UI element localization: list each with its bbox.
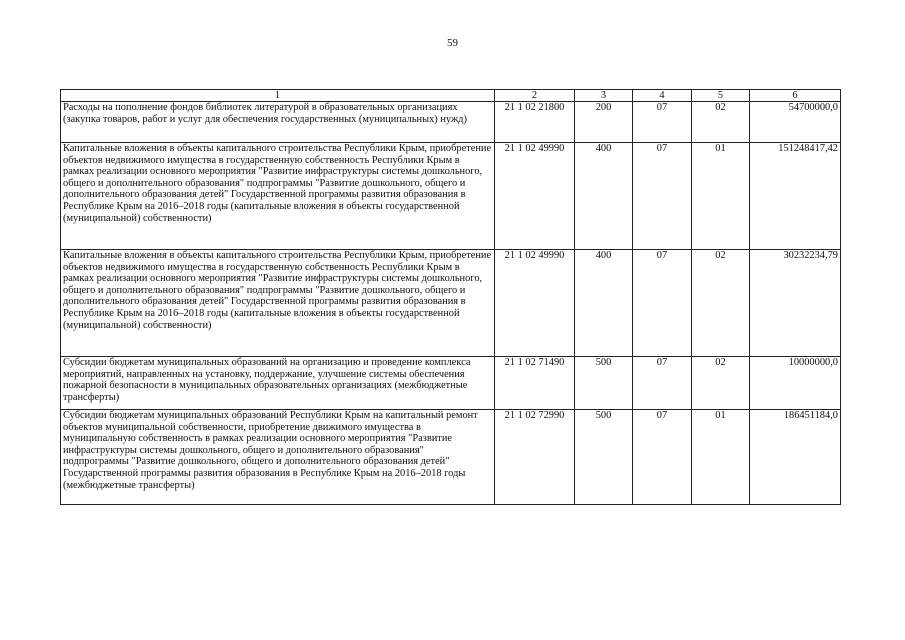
- target-code: 21 1 02 72990: [495, 410, 575, 505]
- section-code: 07: [633, 102, 692, 143]
- column-header: 5: [692, 90, 750, 102]
- target-code: 21 1 02 21800: [495, 102, 575, 143]
- expense-name: Субсидии бюджетам муниципальных образований на организацию и проведение комплекса мероприятий, направленных на установку, поддержание, улучшение системы обеспечения пожарной безопасности в муниципальных образовательных организациях (межбюджетные трансферты): [61, 357, 495, 410]
- column-header: 2: [495, 90, 575, 102]
- target-code: 21 1 02 71490: [495, 357, 575, 410]
- section-code: 07: [633, 357, 692, 410]
- column-header: 6: [750, 90, 841, 102]
- expense-type: 500: [575, 410, 633, 505]
- amount: 186451184,0: [750, 410, 841, 505]
- column-header: 1: [61, 90, 495, 102]
- expense-type: 400: [575, 143, 633, 250]
- table-row: [61, 357, 841, 410]
- expense-name: Капитальные вложения в объекты капитального строительства Республики Крым, приобретение объектов недвижимого имущества в государственную собственность Республики Крым в рамках реализации основного мероприятия "Развитие инфраструктуры системы дошкольного, общего и дополнительного образования" подпрограммы "Развитие дошкольного, общего и дополнительного образования детей" Государственной программы развития образования в Республике Крым на 2016–2018 годы (капитальные вложения в объекты государственной (муниципальной) собственности): [61, 143, 495, 250]
- table-row: [61, 250, 841, 357]
- subsection-code: 02: [692, 250, 750, 357]
- column-header: 3: [575, 90, 633, 102]
- expense-type: 400: [575, 250, 633, 357]
- expense-type: 200: [575, 102, 633, 143]
- column-header: 4: [633, 90, 692, 102]
- amount: 30232234,79: [750, 250, 841, 357]
- subsection-code: 01: [692, 143, 750, 250]
- table-row: [61, 102, 841, 143]
- amount: 54700000,0: [750, 102, 841, 143]
- subsection-code: 01: [692, 410, 750, 505]
- section-code: 07: [633, 143, 692, 250]
- section-code: 07: [633, 250, 692, 357]
- expense-name: Субсидии бюджетам муниципальных образований Республики Крым на капитальный ремонт объектов муниципальной собственности, приобретение движимого имущества в муниципальную собственность в рамках реализации основного мероприятия "Развитие инфраструктуры системы дошкольного, общего и дополнительного образования" подпрограммы "Развитие дошкольного, общего и дополнительного образования детей" Государственной программы развития образования в Республике Крым на 2016–2018 годы (межбюджетные трансферты): [61, 410, 495, 505]
- expense-name: Капитальные вложения в объекты капитального строительства Республики Крым, приобретение объектов недвижимого имущества в государственную собственность Республики Крым в рамках реализации основного мероприятия "Развитие инфраструктуры системы дошкольного, общего и дополнительного образования" подпрограммы "Развитие дошкольного, общего и дополнительного образования детей" Государственной программы развития образования в Республике Крым на 2016–2018 годы (капитальные вложения в объекты государственной (муниципальной) собственности): [61, 250, 495, 357]
- table-row: [61, 410, 841, 505]
- table-header-row: [61, 90, 841, 102]
- subsection-code: 02: [692, 102, 750, 143]
- table-row: [61, 143, 841, 250]
- section-code: 07: [633, 410, 692, 505]
- amount: 10000000,0: [750, 357, 841, 410]
- budget-table: [60, 89, 841, 505]
- target-code: 21 1 02 49990: [495, 143, 575, 250]
- target-code: 21 1 02 49990: [495, 250, 575, 357]
- expense-type: 500: [575, 357, 633, 410]
- amount: 151248417,42: [750, 143, 841, 250]
- page-number: 59: [447, 37, 458, 49]
- expense-name: Расходы на пополнение фондов библиотек литературой в образовательных организациях (закупка товаров, работ и услуг для обеспечения государственных (муниципальных) нужд): [61, 102, 495, 143]
- subsection-code: 02: [692, 357, 750, 410]
